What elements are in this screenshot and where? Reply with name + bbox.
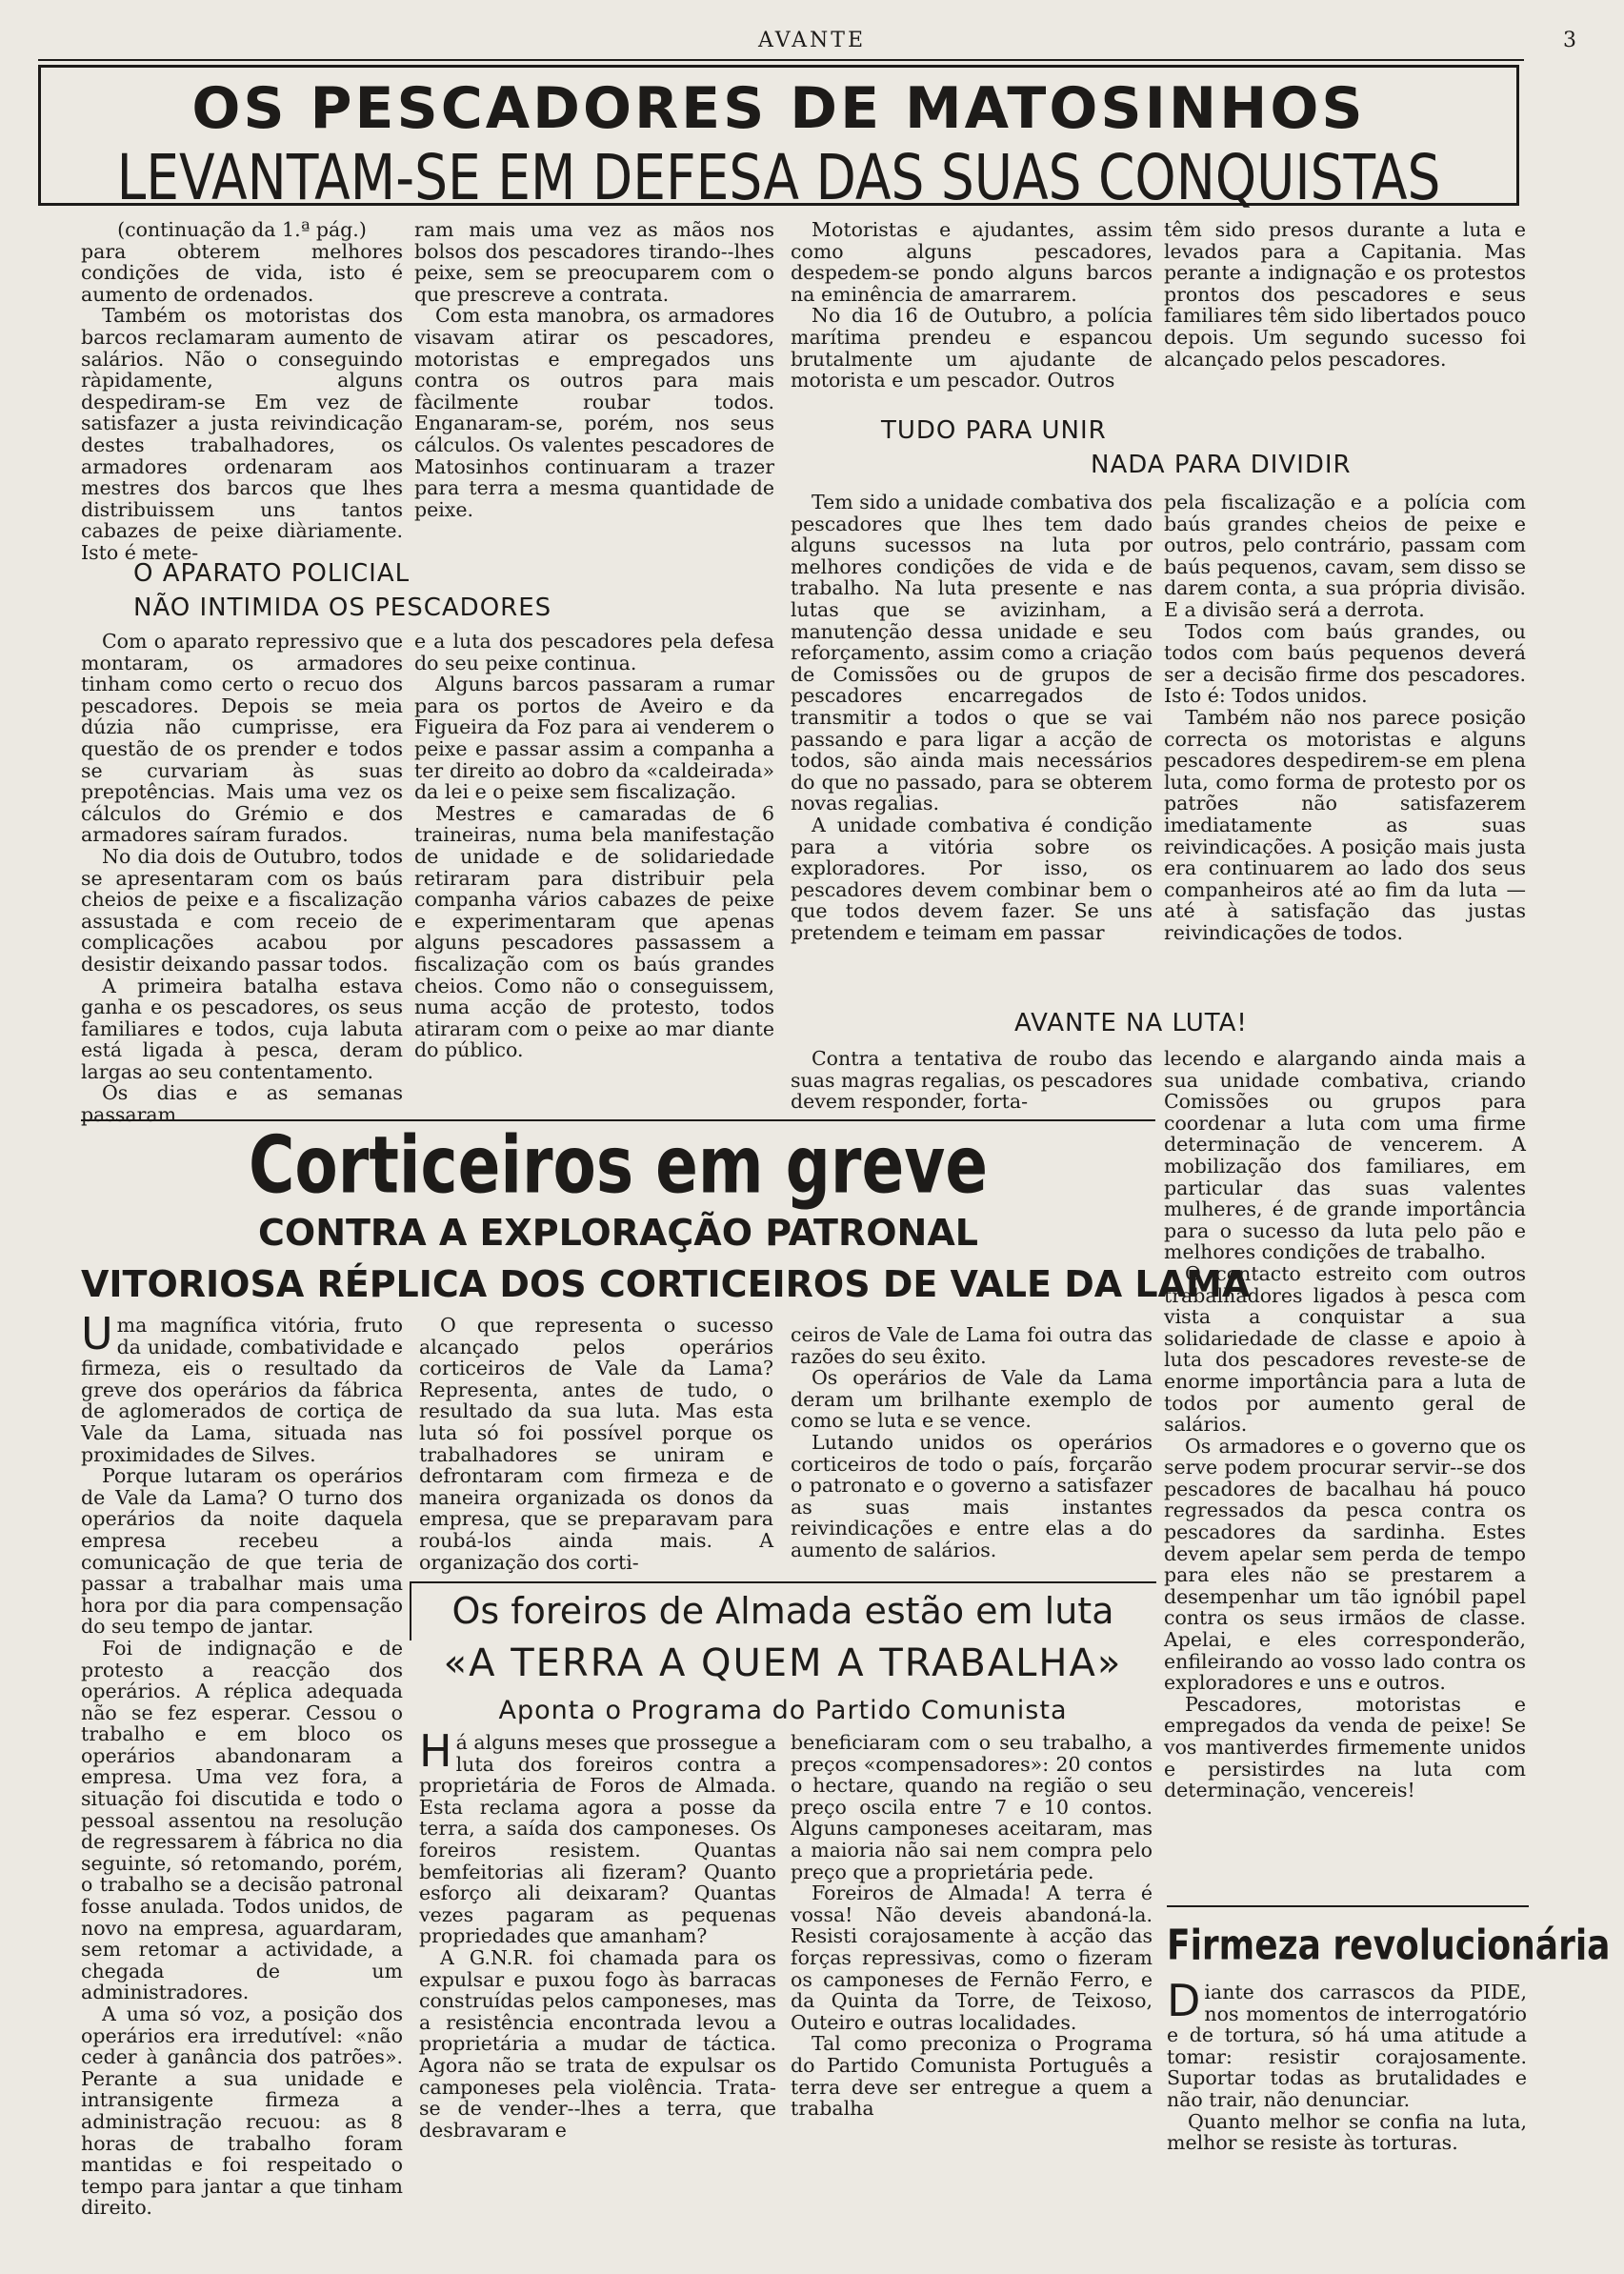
paragraph: Tal como preconiza o Programa do Partido Comunista Português a terra deve ser entregue a quem a trabalha [791, 2032, 1153, 2121]
foreiros-headline: Os foreiros de Almada estão em luta [451, 1590, 1114, 1632]
header-rule [38, 59, 1524, 61]
paragraph: têm sido presos durante a luta e levados para a Capitania. Mas perante a indignação e os protestos prontos dos pescadores e seus familiares têm sido libertados pouco depois. Um segundo sucesso foi alcançado pelos pescadores. [1164, 218, 1526, 371]
paragraph: Também não nos parece posição correcta os motoristas e alguns pescadores despedirem-se em plena luta, como forma de protesto por os patrões não satisfazerem imediatamente as suas reivindicações. A posição mais justa era continuarem ao lado dos seus companheiros até ao fim da luta — até à satisfação das justas reivindicações de todos. [1164, 705, 1526, 944]
main-col2b [414, 631, 774, 1061]
paragraph: Porque lutaram os operários de Vale da Lama? O turno dos operários da noite daquela empresa recebeu a comunicação de que teria de passar a trabalhar mais uma hora por dia para compensação do seu tempo de jantar. [81, 1464, 403, 1639]
paragraph: Tem sido a unidade combativa dos pescadores que lhes tem dado alguns sucessos na luta por melhores condições de vida e de trabalho. Na luta presente e nas lutas que se avizinham, a manutenção dessa unidade e seu reforçamento, assim como a criação de Comissões ou de grupos de pescadores encarregados de transmitir a todos o que se vai passando e para ligar a acção de todos, são ainda mais necessários do que no passado, para se obterem novas regalias. [791, 491, 1153, 815]
paragraph: A primeira batalha estava ganha e os pescadores, os seus familiares e todos, cuja labuta está ligada à pesca, deram largas ao seu contentamento. [81, 974, 403, 1083]
firmeza-top-rule [1167, 1905, 1529, 1907]
subhead-aparato-2: NÃO INTIMIDA OS PESCADORES [133, 594, 552, 622]
subhead-avante: AVANTE NA LUTA! [1014, 1009, 1248, 1037]
paragraph: No dia dois de Outubro, todos se apresentaram com os baús cheios de peixe e a fiscalização assustada e com receio de complicações acabou por desistir deixando passar todos. [81, 844, 403, 976]
paragraph: A G.N.R. foi chamada para os expulsar e puxou fogo às barracas construídas pelos camponeses, mas a resistência encontrada levou a proprietária a mudar de táctica. Agora não se trata de expulsar os camponeses pela violência. Trata-se de vender--lhes a terra, que desbravaram e [419, 1945, 776, 2142]
page-header [38, 29, 1586, 57]
main-headline: OS PESCADORES DE MATOSINHOS [191, 75, 1366, 142]
foreiros-col2 [791, 1732, 1153, 2120]
paragraph: A unidade combativa é condição para a vitória sobre os exploradores. Por isso, os pescadores devem combinar bem o que todos devem fazer. Se uns pretendem e teimam em passar [791, 813, 1153, 944]
paragraph: Os armadores e o governo que os serve podem procurar servir--se dos pescadores de bacalhau há pouco regressados da pesca contra os pescadores da sardinha. Estes devem apelar sem perda de tempo para eles não se prestarem a desempenhar um tão ignóbil papel contra os seus irmãos de classe. Apelai, e eles corresponderão, enfileirando ao vosso lado contra os exploradores e uns e outros. [1164, 1434, 1526, 1695]
paragraph: Uma magnífica vitória, fruto da unidade, combatividade e firmeza, eis o resultado da greve dos operários da fábrica de aglomerados de cortiça de Vale da Lama, situada nas proximidades de Silves. [81, 1308, 403, 1466]
paragraph: beneficiaram com o seu trabalho, a preços «compensadores»: 20 contos o hectare, quando na região o seu preço oscila entre 7 e 10 contos. Alguns camponeses aceitaram, mas a maioria não sai nem compra pelo preço que a proprietária pede. [791, 1731, 1153, 1883]
paragraph: (continuação da 1.ª pág.) [117, 218, 367, 241]
corticeiros-headline: Corticeiros em greve [248, 1119, 988, 1212]
paragraph: Contra a tentativa de roubo das suas magras regalias, os pescadores devem responder, forta- [791, 1047, 1153, 1114]
paragraph: Pescadores, motoristas e empregados da venda de peixe! Se vos mantiverdes firmemente unidos e persistirdes na luta com determinação, vencereis! [1164, 1692, 1526, 1802]
subhead-aparato-1: O APARATO POLICIAL [133, 559, 411, 588]
paragraph: Diante dos carrascos da PIDE, nos momentos de interrogatório e de tortura, só há uma atitude a tomar: resistir corajosamente. Suportar todas as brutalidades e não trair, não denunciar. [1167, 1975, 1527, 2111]
masthead: AVANTE [757, 29, 867, 52]
main-col3 [791, 219, 1153, 392]
paragraph: Foreiros de Almada! A terra é vossa! Não deveis abandoná-la. Resisti corajosamente à acção das forças repressivas, como o fizeram os camponeses de Fernão Ferro, e da Quinta da Torre, de Teixoso, Outeiro e outras localidades. [791, 1882, 1153, 2034]
main-subheadline: LEVANTAM-SE EM DEFESA DAS SUAS CONQUISTAS [116, 140, 1441, 214]
firmeza-headline: Firmeza revolucionária [1167, 1922, 1611, 1970]
subhead-unir: TUDO PARA UNIR [881, 416, 1107, 445]
main-col1b [81, 631, 403, 1126]
paragraph: Motoristas e ajudantes, assim como alguns pescadores, despedem-se pondo alguns barcos na eminência de amarrarem. [791, 218, 1153, 306]
main-col2 [414, 219, 774, 520]
paragraph: Com o aparato repressivo que montaram, os armadores tinham como certo o recuo dos pescadores. Depois se meia dúzia não cumprisse, era questão de os prender e todos se curvariam às suas prepotências. Mais uma vez os cálculos do Grémio e dos armadores saíram furados. [81, 630, 403, 847]
paragraph: Os operários de Vale da Lama deram um brilhante exemplo de como se luta e se vence. [791, 1366, 1153, 1433]
paragraph: Alguns barcos passaram a rumar para os portos de Aveiro e da Figueira da Foz para ai venderem o peixe e passar assim a companha a ter direito ao dobro da «caldeirada» da lei e o peixe sem fiscalização. [414, 673, 774, 804]
paragraph: Todos com baús grandes, ou todos com baús pequenos deverá ser a decisão firme dos pescadores. Isto é: Todos unidos. [1164, 619, 1526, 708]
paragraph: No dia 16 de Outubro, a polícia marítima prendeu e espancou brutalmente um ajudante de motorista e um pescador. Outros [791, 304, 1153, 392]
paragraph: Foi de indignação e de protesto a reacção dos operários. A réplica adequada não se fez esperar. Cessou o trabalho e em bloco os operários abandonaram a empresa. Uma vez fora, a situação foi discutida e todo o pessoal assentou na resolução de regressarem à fábrica no dia seguinte, só retomando, porém, o trabalho se a decisão patronal fosse anulada. Todos unidos, de novo na empresa, aguardaram, sem retomar a actividade, a chegada de um administradores. [81, 1636, 403, 2004]
paragraph: pela fiscalização e a polícia com baús grandes cheios de peixe e outros, pelo contrário, passam com baús pequenos, cavam, sem disso se darem conta, a sua própria divisão. E a divisão será a derrota. [1164, 491, 1526, 621]
paragraph: para obterem melhores condições de vida, isto é aumento de ordenados. [81, 239, 403, 306]
paragraph: e a luta dos pescadores pela defesa do seu peixe continua. [414, 630, 774, 674]
main-col4 [1164, 219, 1526, 370]
paragraph: Lutando unidos os operários corticeiros de todo o país, forçarão o patronato e o governo a satisfazer as suas mais instantes reivindicações e entre elas a do aumento de salários. [791, 1430, 1153, 1561]
foreiros-top-rule [410, 1581, 1156, 1583]
foreiros-kicker: Aponta o Programa do Partido Comunista [498, 1696, 1068, 1725]
corticeiros-col1 [81, 1308, 403, 2220]
paragraph: Os dias e as semanas passaram [81, 1081, 403, 1127]
corticeiros-col2 [419, 1315, 773, 1573]
paragraph: O que representa o sucesso alcançado pelos operários corticeiros de Vale da Lama? Representa, antes de tudo, o resultado da sua luta. Mas esta luta só foi possível porque os trabalhadores se uniram e defrontaram com firmeza e de maneira organizada os donos da empresa, que se preparavam para roubá-los ainda mais. A organização dos corti- [419, 1314, 773, 1574]
paragraph: Há alguns meses que prossegue a luta dos foreiros contra a proprietária de Foros de Almada. Esta reclama agora a posse da terra, a saída dos camponeses. Os foreiros resistem. Quantas bemfeitorias ali fizeram? Quanto esforço ali deixaram? Quantas vezes pagaram as pequenas propriedades que amanham? [419, 1725, 776, 1948]
subhead-dividir: NADA PARA DIVIDIR [1091, 451, 1352, 479]
foreiros-subtitle: «A TERRA A QUEM A TRABALHA» [443, 1641, 1123, 1685]
corticeiros-subtitle-2: VITORIOSA RÉPLICA DOS CORTICEIROS DE VALE DA LAMA [81, 1263, 1251, 1305]
paragraph: Também os motoristas dos barcos reclamaram aumento de salários. Não o conseguindo ràpidamente, alguns despediram-se Em vez de satisfazer a justa reivindicação destes trabalhadores, os armadores ordenaram aos mestres dos barcos que lhes distribuissem uns tantos cabazes de peixe diàriamente. Isto é mete- [81, 304, 403, 564]
main-col4c [1164, 1048, 1526, 1801]
paragraph: ram mais uma vez as mãos nos bolsos dos pescadores tirando--lhes peixe, sem se preocuparem com o que prescreve a contrata. [414, 218, 774, 306]
paragraph: A uma só voz, a posição dos operários era irredutível: «não ceder à ganância dos patrões». Perante a sua unidade e intransigente firmeza a administração recuou: as 8 horas de trabalho foram mantidas e foi respeitado o tempo para jantar a que tinham direito. [81, 2002, 403, 2220]
paragraph: Quanto melhor se confia na luta, melhor se resiste às torturas. [1167, 2109, 1527, 2155]
foreiros-col1 [419, 1725, 776, 2142]
page-number: 3 [1563, 29, 1576, 52]
dropcap: D [1167, 1975, 1201, 2026]
paragraph: Mestres e camaradas de 6 traineiras, numa bela manifestação de unidade e de solidariedade retiraram para distribuir pela companha vários cabazes de peixe e experimentaram que apenas alguns pescadores passassem a fiscalização com os baús grandes cheios. Como não o conseguissem, numa acção de protesto, todos atiraram com o peixe ao mar diante do público. [414, 801, 774, 1062]
dropcap: H [419, 1725, 452, 1777]
main-col4b [1164, 492, 1526, 943]
paragraph: O contacto estreito com outros trabalhadores ligados à pesca com vista a conquistar a sua solidariedade de classe e apoio à luta dos pescadores reveste-se de enorme importância para a luta de todos por aumento geral de salários. [1164, 1261, 1526, 1437]
main-col1 [81, 219, 403, 564]
main-col3b [791, 492, 1153, 943]
corticeiros-subtitle-1: CONTRA A EXPLORAÇÃO PATRONAL [258, 1212, 978, 1254]
dropcap: U [81, 1308, 113, 1359]
main-headline-box [38, 65, 1519, 214]
corticeiros-col3 [791, 1324, 1153, 1561]
paragraph: lecendo e alargando ainda mais a sua unidade combativa, criando Comissões ou grupos para coordenar a luta com uma firme determinação de vencerem. A mobilização dos familiares, em particular das suas valentes mulheres, é de grande importância para o sucesso da luta pelo pão e melhores condições de trabalho. [1164, 1047, 1526, 1264]
paragraph: Com esta manobra, os armadores visavam atirar os pescadores, motoristas e empregados uns contra os outros para mais fàcilmente roubar todos. Enganaram-se, porém, nos seus cálculos. Os valentes pescadores de Matosinhos continuaram a trazer para terra a mesma quantidade de peixe. [414, 304, 774, 521]
main-col3c [791, 1048, 1153, 1113]
firmeza-col [1167, 1975, 1527, 2155]
paragraph: ceiros de Vale de Lama foi outra das razões do seu êxito. [791, 1323, 1153, 1368]
